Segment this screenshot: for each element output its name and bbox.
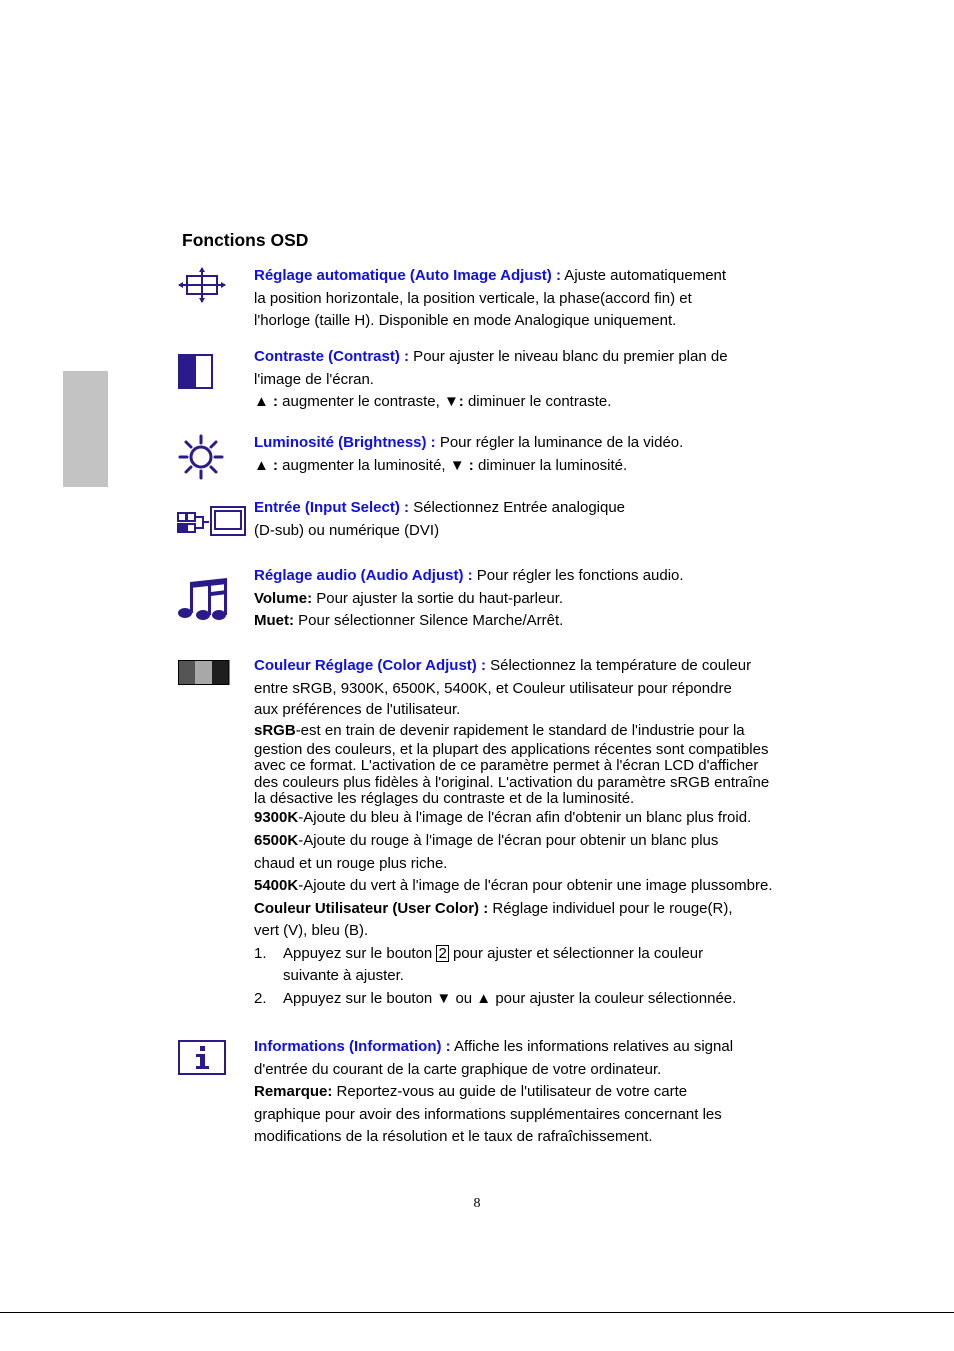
page-heading: Fonctions OSD xyxy=(182,230,309,250)
step-2-number: 2. xyxy=(254,989,267,1007)
user-color-text-1: Réglage individuel pour le rouge(R), xyxy=(488,899,733,917)
srgb-label: sRGB xyxy=(254,722,296,739)
brightness-down-key: ▼ : xyxy=(449,456,474,474)
input-select-icon xyxy=(177,504,247,538)
k6500-label: 6500K xyxy=(254,832,299,850)
auto-adjust-icon xyxy=(177,266,227,304)
audio-title: Réglage audio (Audio Adjust) : xyxy=(254,567,473,584)
k9300-label: 9300K xyxy=(254,809,299,827)
brightness-section xyxy=(254,432,824,477)
step-2-text: Appuyez sur le bouton ▼ ou ▲ pour ajuster la couleur sélectionnée. xyxy=(283,989,737,1007)
step-1-text-b: pour ajuster et sélectionner la couleur xyxy=(448,944,704,962)
information-text: Affiche les informations relatives au signal xyxy=(450,1038,734,1055)
k5400-text: -Ajoute du vert à l'image de l'écran pour obtenir une image plussombre. xyxy=(298,877,773,895)
side-tab xyxy=(63,371,108,487)
brightness-down-text: diminuer la luminosité. xyxy=(473,456,628,474)
volume-text: Pour ajuster la sortie du haut-parleur. xyxy=(312,589,564,607)
remark-text-1: Reportez-vous au guide de l'utilisateur de votre carte xyxy=(332,1083,688,1100)
step-1-text-a: Appuyez sur le bouton xyxy=(283,944,437,962)
srgb-text-5: la désactive les réglages du contraste et de la luminosité. xyxy=(254,789,635,807)
contrast-text: Pour ajuster le niveau blanc du premier plan de xyxy=(409,348,728,365)
user-color-label: Couleur Utilisateur (User Color) : xyxy=(254,899,489,917)
contrast-icon xyxy=(178,354,214,390)
page-number: 8 xyxy=(473,1196,481,1211)
volume-label: Volume: xyxy=(254,589,313,607)
remark-text-2: graphique pour avoir des informations supplémentaires concernant les xyxy=(254,1105,722,1123)
color-adjust-text: Sélectionnez la température de couleur xyxy=(485,657,752,674)
brightness-icon xyxy=(177,434,225,480)
contrast-title: Contraste (Contrast) : xyxy=(254,348,410,365)
srgb-text-4: des couleurs plus fidèles à l'original. L'activation du paramètre sRGB entraîne xyxy=(254,773,770,791)
auto-adjust-line-3: l'horloge (taille H). Disponible en mode Analogique uniquement. xyxy=(254,312,677,329)
step-1 xyxy=(254,943,824,966)
k9300-text: -Ajoute du bleu à l'image de l'écran afin d'obtenir un blanc plus froid. xyxy=(298,809,752,827)
mute-label: Muet: xyxy=(254,612,294,629)
color-adjust-icon xyxy=(178,660,230,685)
audio-text: Pour régler les fonctions audio. xyxy=(472,567,684,584)
contrast-line-2: l'image de l'écran. xyxy=(254,370,374,388)
auto-adjust-text: Ajuste automatiquement xyxy=(560,267,727,284)
information-title: Informations (Information) : xyxy=(254,1038,451,1055)
information-section xyxy=(254,1036,824,1149)
mute-text: Pour sélectionner Silence Marche/Arrêt. xyxy=(294,612,564,629)
audio-section xyxy=(254,565,824,633)
input-select-title: Entrée (Input Select) : xyxy=(254,499,410,516)
input-select-text: Sélectionnez Entrée analogique xyxy=(409,499,626,516)
auto-adjust-section xyxy=(254,265,824,333)
k5400-label: 5400K xyxy=(254,877,299,895)
k6500-text-2: chaud et un rouge plus riche. xyxy=(254,854,448,872)
contrast-section xyxy=(254,346,824,414)
button-key-box: 2 xyxy=(438,944,447,962)
information-line-2: d'entrée du courant de la carte graphique de votre ordinateur. xyxy=(254,1060,662,1078)
step-2 xyxy=(254,988,824,1011)
color-adjust-section xyxy=(254,655,824,1010)
brightness-up-text: augmenter la luminosité, xyxy=(278,456,450,474)
srgb-text-1: -est en train de devenir rapidement le standard de l'industrie pour la xyxy=(295,722,745,739)
user-color-text-2: vert (V), bleu (B). xyxy=(254,922,369,940)
auto-adjust-title: Réglage automatique (Auto Image Adjust) : xyxy=(254,267,561,284)
contrast-down-key: ▼: xyxy=(443,393,464,410)
contrast-down-text: diminuer le contraste. xyxy=(463,393,612,410)
srgb-text-3: avec ce format. L'activation de ce paramètre permet à l'écran LCD d'afficher xyxy=(254,757,759,775)
k6500-text-1: -Ajoute du rouge à l'image de l'écran pour obtenir un blanc plus xyxy=(298,832,719,850)
footer-divider xyxy=(0,1312,954,1313)
music-notes-icon xyxy=(177,576,229,622)
brightness-title: Luminosité (Brightness) : xyxy=(254,434,436,451)
auto-adjust-line-2: la position horizontale, la position verticale, la phase(accord fin) et xyxy=(254,289,692,307)
remark-text-3: modifications de la résolution et le taux de rafraîchissement. xyxy=(254,1128,653,1145)
contrast-up-text: augmenter le contraste, xyxy=(278,393,444,410)
srgb-text-2: gestion des couleurs, et la plupart des applications récentes sont compatibles xyxy=(254,741,769,758)
input-select-section xyxy=(254,497,824,542)
input-select-line-2: (D-sub) ou numérique (DVI) xyxy=(254,521,440,539)
color-adjust-line-2: entre sRGB, 9300K, 6500K, 5400K, et Couleur utilisateur pour répondre xyxy=(254,679,732,697)
contrast-up-key: ▲ : xyxy=(254,393,279,410)
brightness-text: Pour régler la luminance de la vidéo. xyxy=(435,434,684,451)
color-adjust-title: Couleur Réglage (Color Adjust) : xyxy=(254,657,486,674)
brightness-up-key: ▲ : xyxy=(254,456,279,474)
step-1-continued: suivante à ajuster. xyxy=(283,967,404,985)
color-adjust-line-3: aux préférences de l'utilisateur. xyxy=(254,701,461,718)
information-icon xyxy=(178,1040,227,1076)
remark-label: Remarque: xyxy=(254,1083,333,1100)
step-1-number: 1. xyxy=(254,944,267,962)
